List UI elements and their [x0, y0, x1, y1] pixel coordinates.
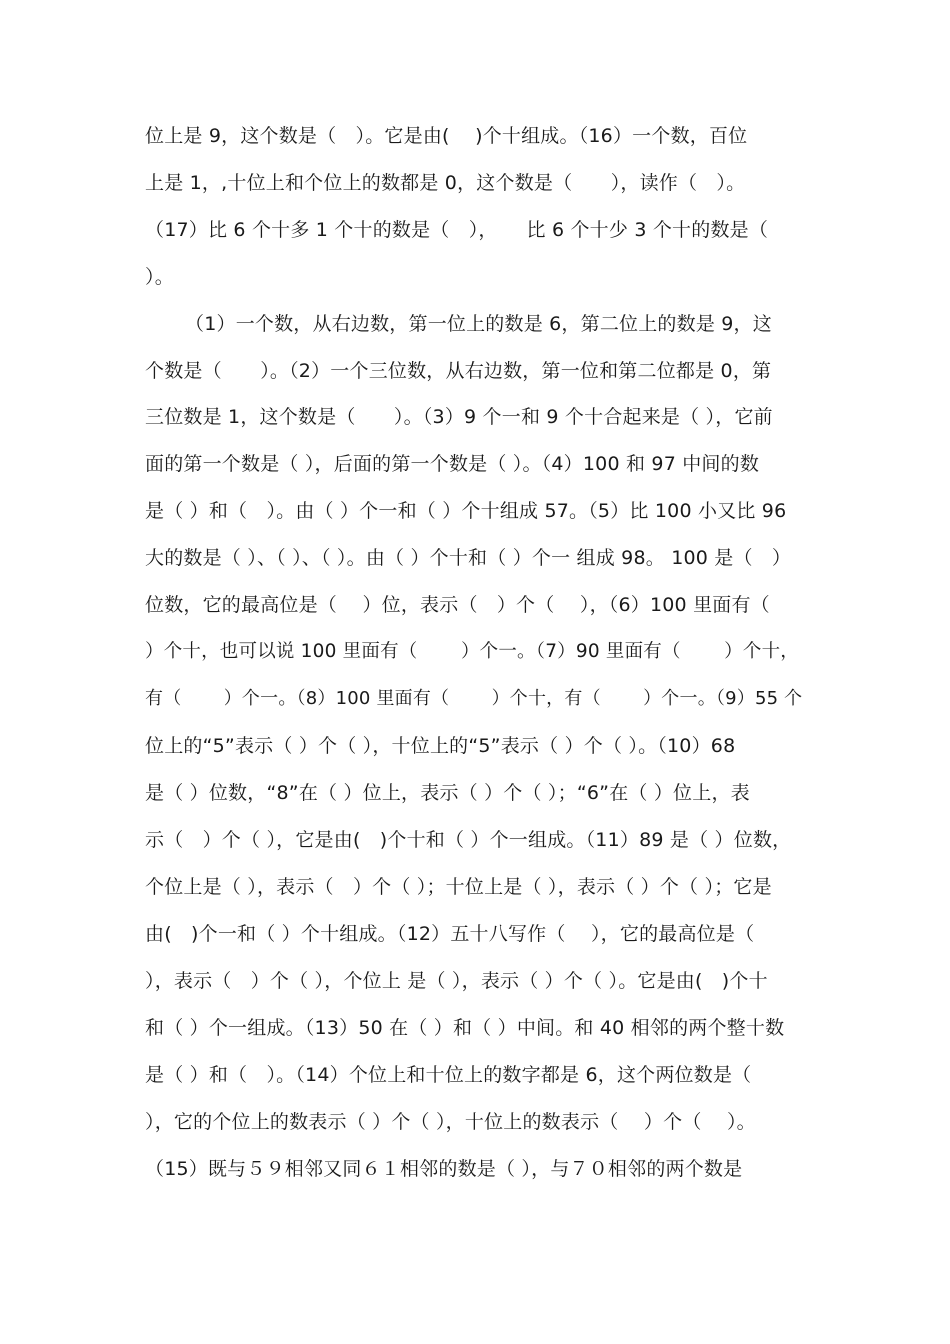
text-line: 和（ ）个一组成。（13）50 在（ ）和（ ）中间。和 40 相邻的两个整十数	[145, 1017, 785, 1039]
text-line: 是（ ）和（ ）。由（ ）个一和（ ）个十组成 57。（5）比 100 小又比 96	[145, 500, 787, 522]
text-line: 大的数是（ ）、（ ）、（ ）。由（ ）个十和（ ）个一 组成 98。 100 是（ ）	[145, 547, 792, 569]
text-line: 示（ ）个（ ），它是由( )个十和（ ）个一组成。（11）89 是（ ）位数，	[145, 829, 792, 851]
text-line: 个位上是（ ），表示（ ）个（ ）；十位上是（ ），表示（ ）个（ ）；它是	[145, 876, 772, 898]
text-line: 个数是（ ）。（2）一个三位数，从右边数，第一位和第二位都是 0，第	[145, 360, 772, 382]
text-line: （15）既与５９相邻又同６１相邻的数是（ ），与７０相邻的两个数是	[145, 1158, 743, 1180]
text-line: 面的第一个数是（ ），后面的第一个数是（ ）。（4）100 和 97 中间的数	[145, 453, 760, 475]
text-line: （1）一个数，从右边数，第一位上的数是 6，第二位上的数是 9，这	[185, 313, 772, 335]
text-line: （17）比 6 个十多 1 个十的数是（ ）， 比 6 个十少 3 个十的数是（	[145, 219, 769, 241]
text-line: 由( )个一和（ ）个十组成。（12）五十八写作（ ），它的最高位是（	[145, 923, 755, 945]
text-line: 有（ ）个一。（8）100 里面有（ ）个十，有（ ）个一。（9）55 个	[145, 688, 803, 709]
text-line: 是（ ）和（ ）。（14）个位上和十位上的数字都是 6，这个两位数是（	[145, 1064, 752, 1086]
text-line: 位上的“5”表示（ ）个（ ），十位上的“5”表示（ ）个（ ）。（10）68	[145, 735, 736, 757]
text-line: 位数，它的最高位是（ ）位，表示（ ）个（ ），（6）100 里面有（	[145, 594, 770, 616]
text-line: 上是 1，,十位上和个位上的数都是 0，这个数是（ ），读作（ ）。	[145, 172, 746, 194]
text-line: ），表示（ ）个（ ），个位上 是（ ），表示（ ）个（ ）。它是由( )个十	[145, 970, 768, 992]
text-line: 是（ ）位数，“8”在（ ）位上，表示（ ）个（ ）；“6”在（ ）位上，表	[145, 782, 750, 804]
text-line: ），它的个位上的数表示（ ）个（ ），十位上的数表示（ ）个（ ）。	[145, 1111, 756, 1133]
text-line: 位上是 9，这个数是（ ）。它是由( )个十组成。（16）一个数，百位	[145, 125, 748, 147]
text-line: ）个十，也可以说 100 里面有（ ）个一。（7）90 里面有（ ）个十，	[145, 641, 799, 662]
text-line: 三位数是 1，这个数是（ ）。（3）9 个一和 9 个十合起来是（ ），它前	[145, 406, 773, 428]
text-line: ）。	[145, 266, 174, 288]
